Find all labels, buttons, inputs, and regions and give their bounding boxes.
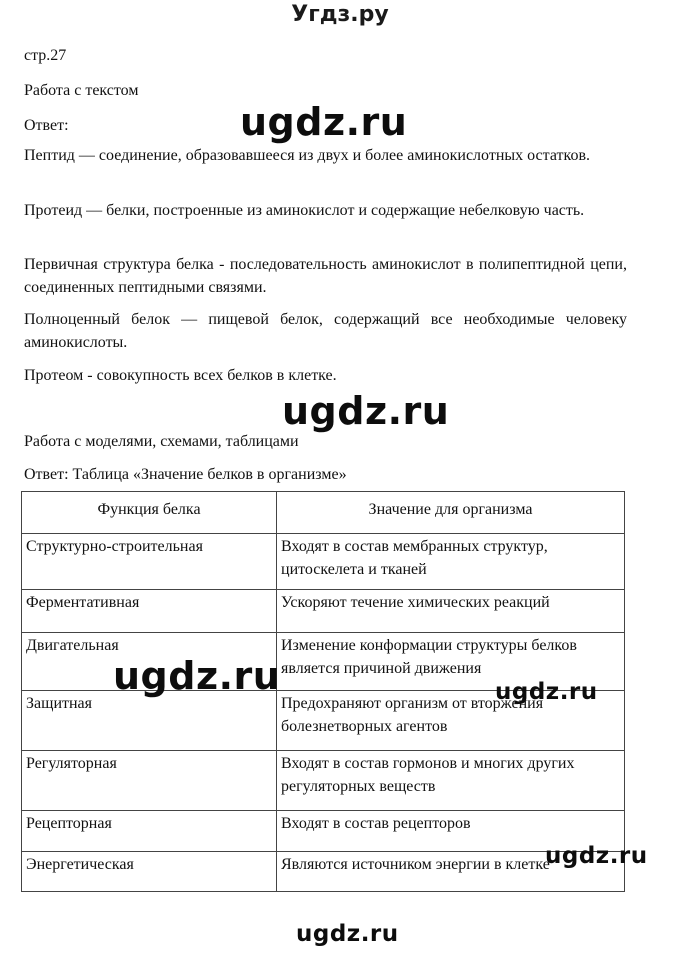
definition-proteid: Протеид — белки, построенные из аминокислот и содержащие небелковую часть.: [24, 202, 585, 219]
table-row: [22, 852, 625, 892]
watermark: ugdz.ru: [296, 921, 399, 947]
cell-significance: Входят в состав мембранных структур, цитоскелета и тканей: [277, 534, 625, 590]
watermark: ugdz.ru: [240, 100, 408, 144]
watermark: ugdz.ru: [495, 679, 598, 705]
cell-function: Структурно-строительная: [22, 534, 277, 590]
watermark: ugdz.ru: [545, 843, 648, 869]
cell-significance: Ускоряют течение химических реакций: [277, 590, 625, 633]
definition-proteome: Протеом - совокупность всех белков в клетке.: [24, 367, 337, 384]
table-caption: Ответ: Таблица «Значение белков в организме»: [24, 466, 347, 483]
cell-significance: Изменение конформации структуры белков является причиной движения: [277, 633, 625, 691]
table-row: [22, 751, 625, 811]
cell-function: Ферментативная: [22, 590, 277, 633]
watermark: ugdz.ru: [282, 389, 450, 433]
table-row: [22, 590, 625, 633]
watermark: ugdz.ru: [113, 654, 281, 698]
definition-peptide: Пептид — соединение, образовавшееся из двух и более аминокислотных остатков.: [24, 147, 591, 164]
cell-significance: Входят в состав рецепторов: [277, 811, 625, 852]
table-header-row: [22, 492, 625, 534]
table-row: [22, 811, 625, 852]
section-heading-text-work: Работа с текстом: [24, 82, 139, 99]
cell-significance: Входят в состав гормонов и многих других регуляторных веществ: [277, 751, 625, 811]
cell-function: Энергетическая: [22, 852, 277, 892]
cell-function: Рецепторная: [22, 811, 277, 852]
header-function: Функция белка: [22, 492, 277, 534]
cell-function: Регуляторная: [22, 751, 277, 811]
cell-function: Защитная: [22, 691, 277, 751]
header-significance: Значение для организма: [277, 492, 625, 534]
definition-primary-structure: Первичная структура белка - последовательность аминокислот в полипептидной цепи, соединенных пептидными связями.: [24, 256, 627, 296]
definition-complete-protein: Полноценный белок — пищевой белок, содержащий все необходимые человеку аминокислоты.: [24, 311, 627, 351]
table-row: [22, 534, 625, 590]
page-reference: стр.27: [24, 47, 67, 64]
answer-label: Ответ:: [24, 117, 69, 134]
site-title: Угдз.ру: [291, 2, 389, 27]
cell-significance: Являются источником энергии в клетке: [277, 852, 625, 892]
section-heading-models: Работа с моделями, схемами, таблицами: [24, 433, 299, 450]
cell-function: Двигательная: [22, 633, 277, 691]
cell-significance: Предохраняют организм от вторжения болезнетворных агентов: [277, 691, 625, 751]
